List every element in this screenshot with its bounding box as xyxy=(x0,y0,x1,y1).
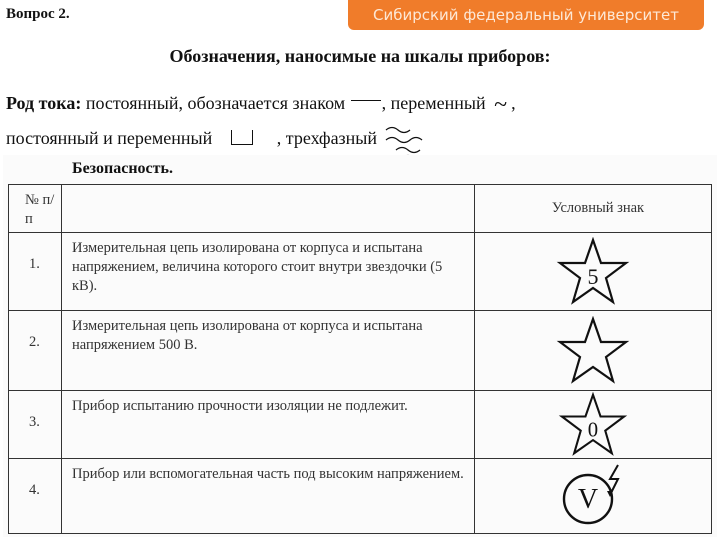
lightning-bolt-icon xyxy=(610,465,618,495)
symbol-cell xyxy=(475,311,712,391)
high-voltage-icon xyxy=(548,461,638,531)
row-description: Измерительная цепь изолирована от корпуса и испытана напряжением 500 В. xyxy=(62,311,475,391)
university-name: Сибирский федеральный университет xyxy=(373,6,679,24)
current-type-text-e: , трехфазный xyxy=(276,128,382,148)
table-row xyxy=(9,311,712,391)
star-0-icon xyxy=(553,392,633,458)
page-heading: Обозначения, наносимые на шкалы приборов: xyxy=(169,46,551,66)
row-description: Прибор испытанию прочности изоляции не подлежит. xyxy=(62,391,475,459)
symbol-cell xyxy=(475,459,712,534)
alternating-current-icon: ~ xyxy=(494,92,508,118)
row-number: 3. xyxy=(9,391,62,459)
column-header-number: № п/п xyxy=(9,185,62,233)
column-header-empty xyxy=(62,185,475,233)
row-description: Измерительная цепь изолирована от корпуса и испытана напряжением, величина которого стоит внутри звездочки (5 кВ). xyxy=(62,233,475,311)
current-type-text-a: постоянный, обозначается знаком xyxy=(81,93,350,113)
current-type-text-c: , xyxy=(511,93,516,113)
direct-current-icon xyxy=(351,100,381,101)
university-banner xyxy=(348,0,704,30)
row-description: Прибор или вспомогательная часть под высоким напряжением. xyxy=(62,459,475,534)
star-icon xyxy=(553,316,633,386)
row-number: 2. xyxy=(9,311,62,391)
row-number: 1. xyxy=(9,233,62,311)
current-type-label: Род тока: xyxy=(6,93,82,113)
current-type-line-1 xyxy=(6,92,516,119)
symbol-cell xyxy=(475,233,712,311)
current-type-text-b: , переменный xyxy=(381,93,491,113)
high-voltage-label: V xyxy=(577,484,599,515)
column-header-symbol: Условный знак xyxy=(475,185,712,233)
current-type-text-d: постоянный и переменный xyxy=(6,128,217,148)
table-row xyxy=(9,391,712,459)
star-5-icon xyxy=(553,237,633,307)
table-header-row xyxy=(9,185,712,233)
question-label: Вопрос 2. xyxy=(6,6,70,22)
star-0-label: 0 xyxy=(587,418,599,441)
dc-ac-icon xyxy=(231,130,253,145)
table-row xyxy=(9,459,712,534)
table-row xyxy=(9,233,712,311)
star-5-label: 5 xyxy=(587,263,599,289)
symbol-cell xyxy=(475,391,712,459)
safety-title: Безопасность. xyxy=(72,160,173,177)
safety-table xyxy=(8,184,712,534)
row-number: 4. xyxy=(9,459,62,534)
